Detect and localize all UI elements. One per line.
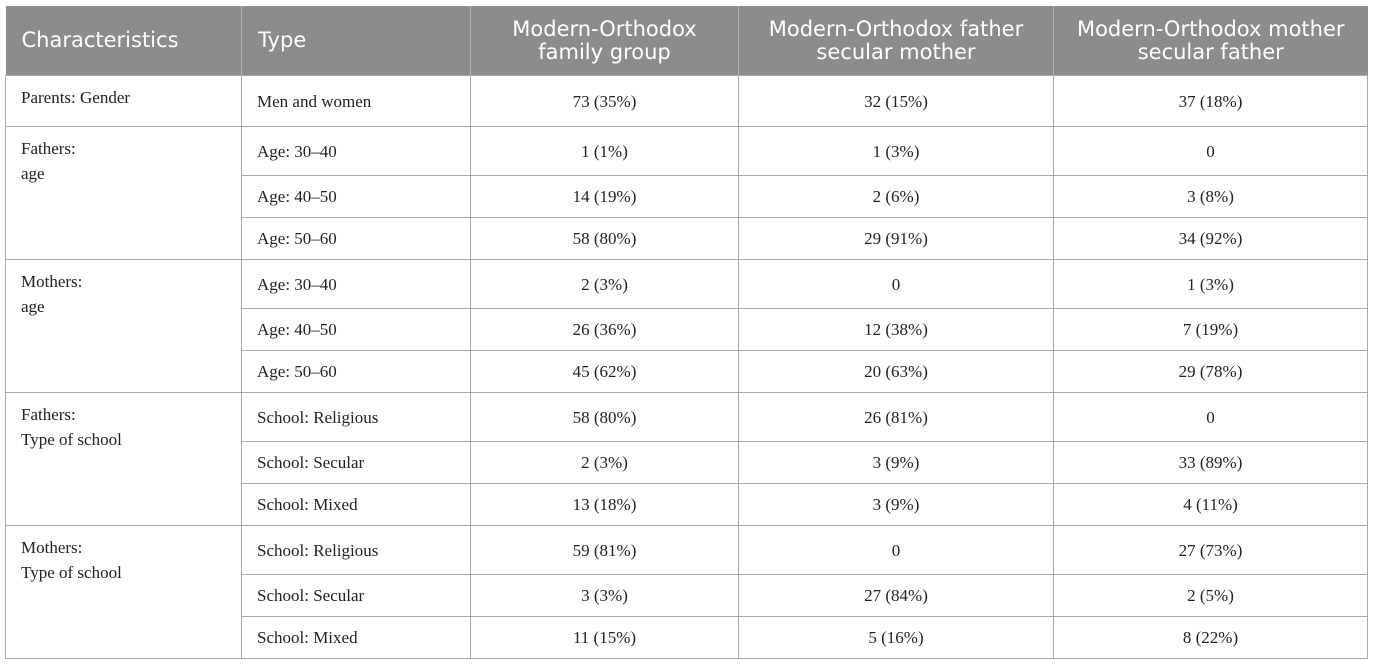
characteristic-line: Type of school — [21, 563, 122, 582]
value-cell: 33 (89%) — [1054, 442, 1368, 484]
table-row — [6, 76, 1368, 127]
value-cell: 27 (84%) — [739, 575, 1054, 617]
characteristic-line: Type of school — [21, 430, 122, 449]
value-cell: 34 (92%) — [1054, 218, 1368, 260]
value-cell: 4 (11%) — [1054, 484, 1368, 526]
type-cell: Age: 40–50 — [242, 309, 471, 351]
header-type: Type — [242, 6, 471, 76]
characteristic-line: Fathers: — [21, 405, 76, 424]
value-cell: 3 (3%) — [471, 575, 739, 617]
characteristic-line: age — [21, 164, 45, 183]
header-row — [6, 6, 1368, 76]
value-cell: 1 (3%) — [1054, 260, 1368, 309]
type-cell: School: Religious — [242, 526, 471, 575]
value-cell: 2 (3%) — [471, 442, 739, 484]
value-cell: 2 (3%) — [471, 260, 739, 309]
header-mo-mother-secular-father: Modern-Orthodox mother secular father — [1054, 6, 1368, 76]
characteristic-cell — [6, 127, 242, 260]
value-cell: 1 (1%) — [471, 127, 739, 176]
characteristic-cell — [6, 260, 242, 393]
type-cell: Age: 50–60 — [242, 351, 471, 393]
type-cell: School: Mixed — [242, 484, 471, 526]
value-cell: 26 (81%) — [739, 393, 1054, 442]
header-characteristics: Characteristics — [6, 6, 242, 76]
characteristic-cell — [6, 76, 242, 127]
characteristic-line: Fathers: — [21, 139, 76, 158]
value-cell: 0 — [739, 526, 1054, 575]
table-row — [6, 393, 1368, 442]
table-row — [6, 526, 1368, 575]
header-mo-family-group: Modern-Orthodox family group — [471, 6, 739, 76]
type-cell: School: Mixed — [242, 617, 471, 659]
value-cell: 2 (6%) — [739, 176, 1054, 218]
table-row — [6, 260, 1368, 309]
value-cell: 27 (73%) — [1054, 526, 1368, 575]
type-cell: Age: 30–40 — [242, 127, 471, 176]
value-cell: 59 (81%) — [471, 526, 739, 575]
value-cell: 8 (22%) — [1054, 617, 1368, 659]
value-cell: 3 (9%) — [739, 484, 1054, 526]
characteristic-line: Mothers: — [21, 272, 83, 291]
value-cell: 3 (8%) — [1054, 176, 1368, 218]
characteristic-cell — [6, 526, 242, 659]
table-row — [6, 127, 1368, 176]
value-cell: 73 (35%) — [471, 76, 739, 127]
value-cell: 29 (91%) — [739, 218, 1054, 260]
value-cell: 7 (19%) — [1054, 309, 1368, 351]
type-cell: Age: 40–50 — [242, 176, 471, 218]
type-cell: Age: 50–60 — [242, 218, 471, 260]
value-cell: 12 (38%) — [739, 309, 1054, 351]
type-cell: School: Secular — [242, 442, 471, 484]
value-cell: 0 — [1054, 127, 1368, 176]
characteristic-line: age — [21, 297, 45, 316]
type-cell: School: Secular — [242, 575, 471, 617]
value-cell: 20 (63%) — [739, 351, 1054, 393]
value-cell: 26 (36%) — [471, 309, 739, 351]
table-body — [6, 76, 1368, 659]
value-cell: 32 (15%) — [739, 76, 1054, 127]
value-cell: 3 (9%) — [739, 442, 1054, 484]
value-cell: 2 (5%) — [1054, 575, 1368, 617]
value-cell: 0 — [739, 260, 1054, 309]
characteristic-line: Mothers: — [21, 538, 83, 557]
value-cell: 14 (19%) — [471, 176, 739, 218]
value-cell: 5 (16%) — [739, 617, 1054, 659]
value-cell: 37 (18%) — [1054, 76, 1368, 127]
type-cell: Age: 30–40 — [242, 260, 471, 309]
value-cell: 58 (80%) — [471, 218, 739, 260]
value-cell: 45 (62%) — [471, 351, 739, 393]
header-mo-father-secular-mother: Modern-Orthodox father secular mother — [739, 6, 1054, 76]
characteristic-cell — [6, 393, 242, 526]
demographics-table — [5, 6, 1368, 659]
value-cell: 58 (80%) — [471, 393, 739, 442]
value-cell: 11 (15%) — [471, 617, 739, 659]
characteristic-line: Parents: Gender — [21, 88, 131, 107]
type-cell: School: Religious — [242, 393, 471, 442]
value-cell: 0 — [1054, 393, 1368, 442]
value-cell: 29 (78%) — [1054, 351, 1368, 393]
value-cell: 1 (3%) — [739, 127, 1054, 176]
value-cell: 13 (18%) — [471, 484, 739, 526]
type-cell: Men and women — [242, 76, 471, 127]
